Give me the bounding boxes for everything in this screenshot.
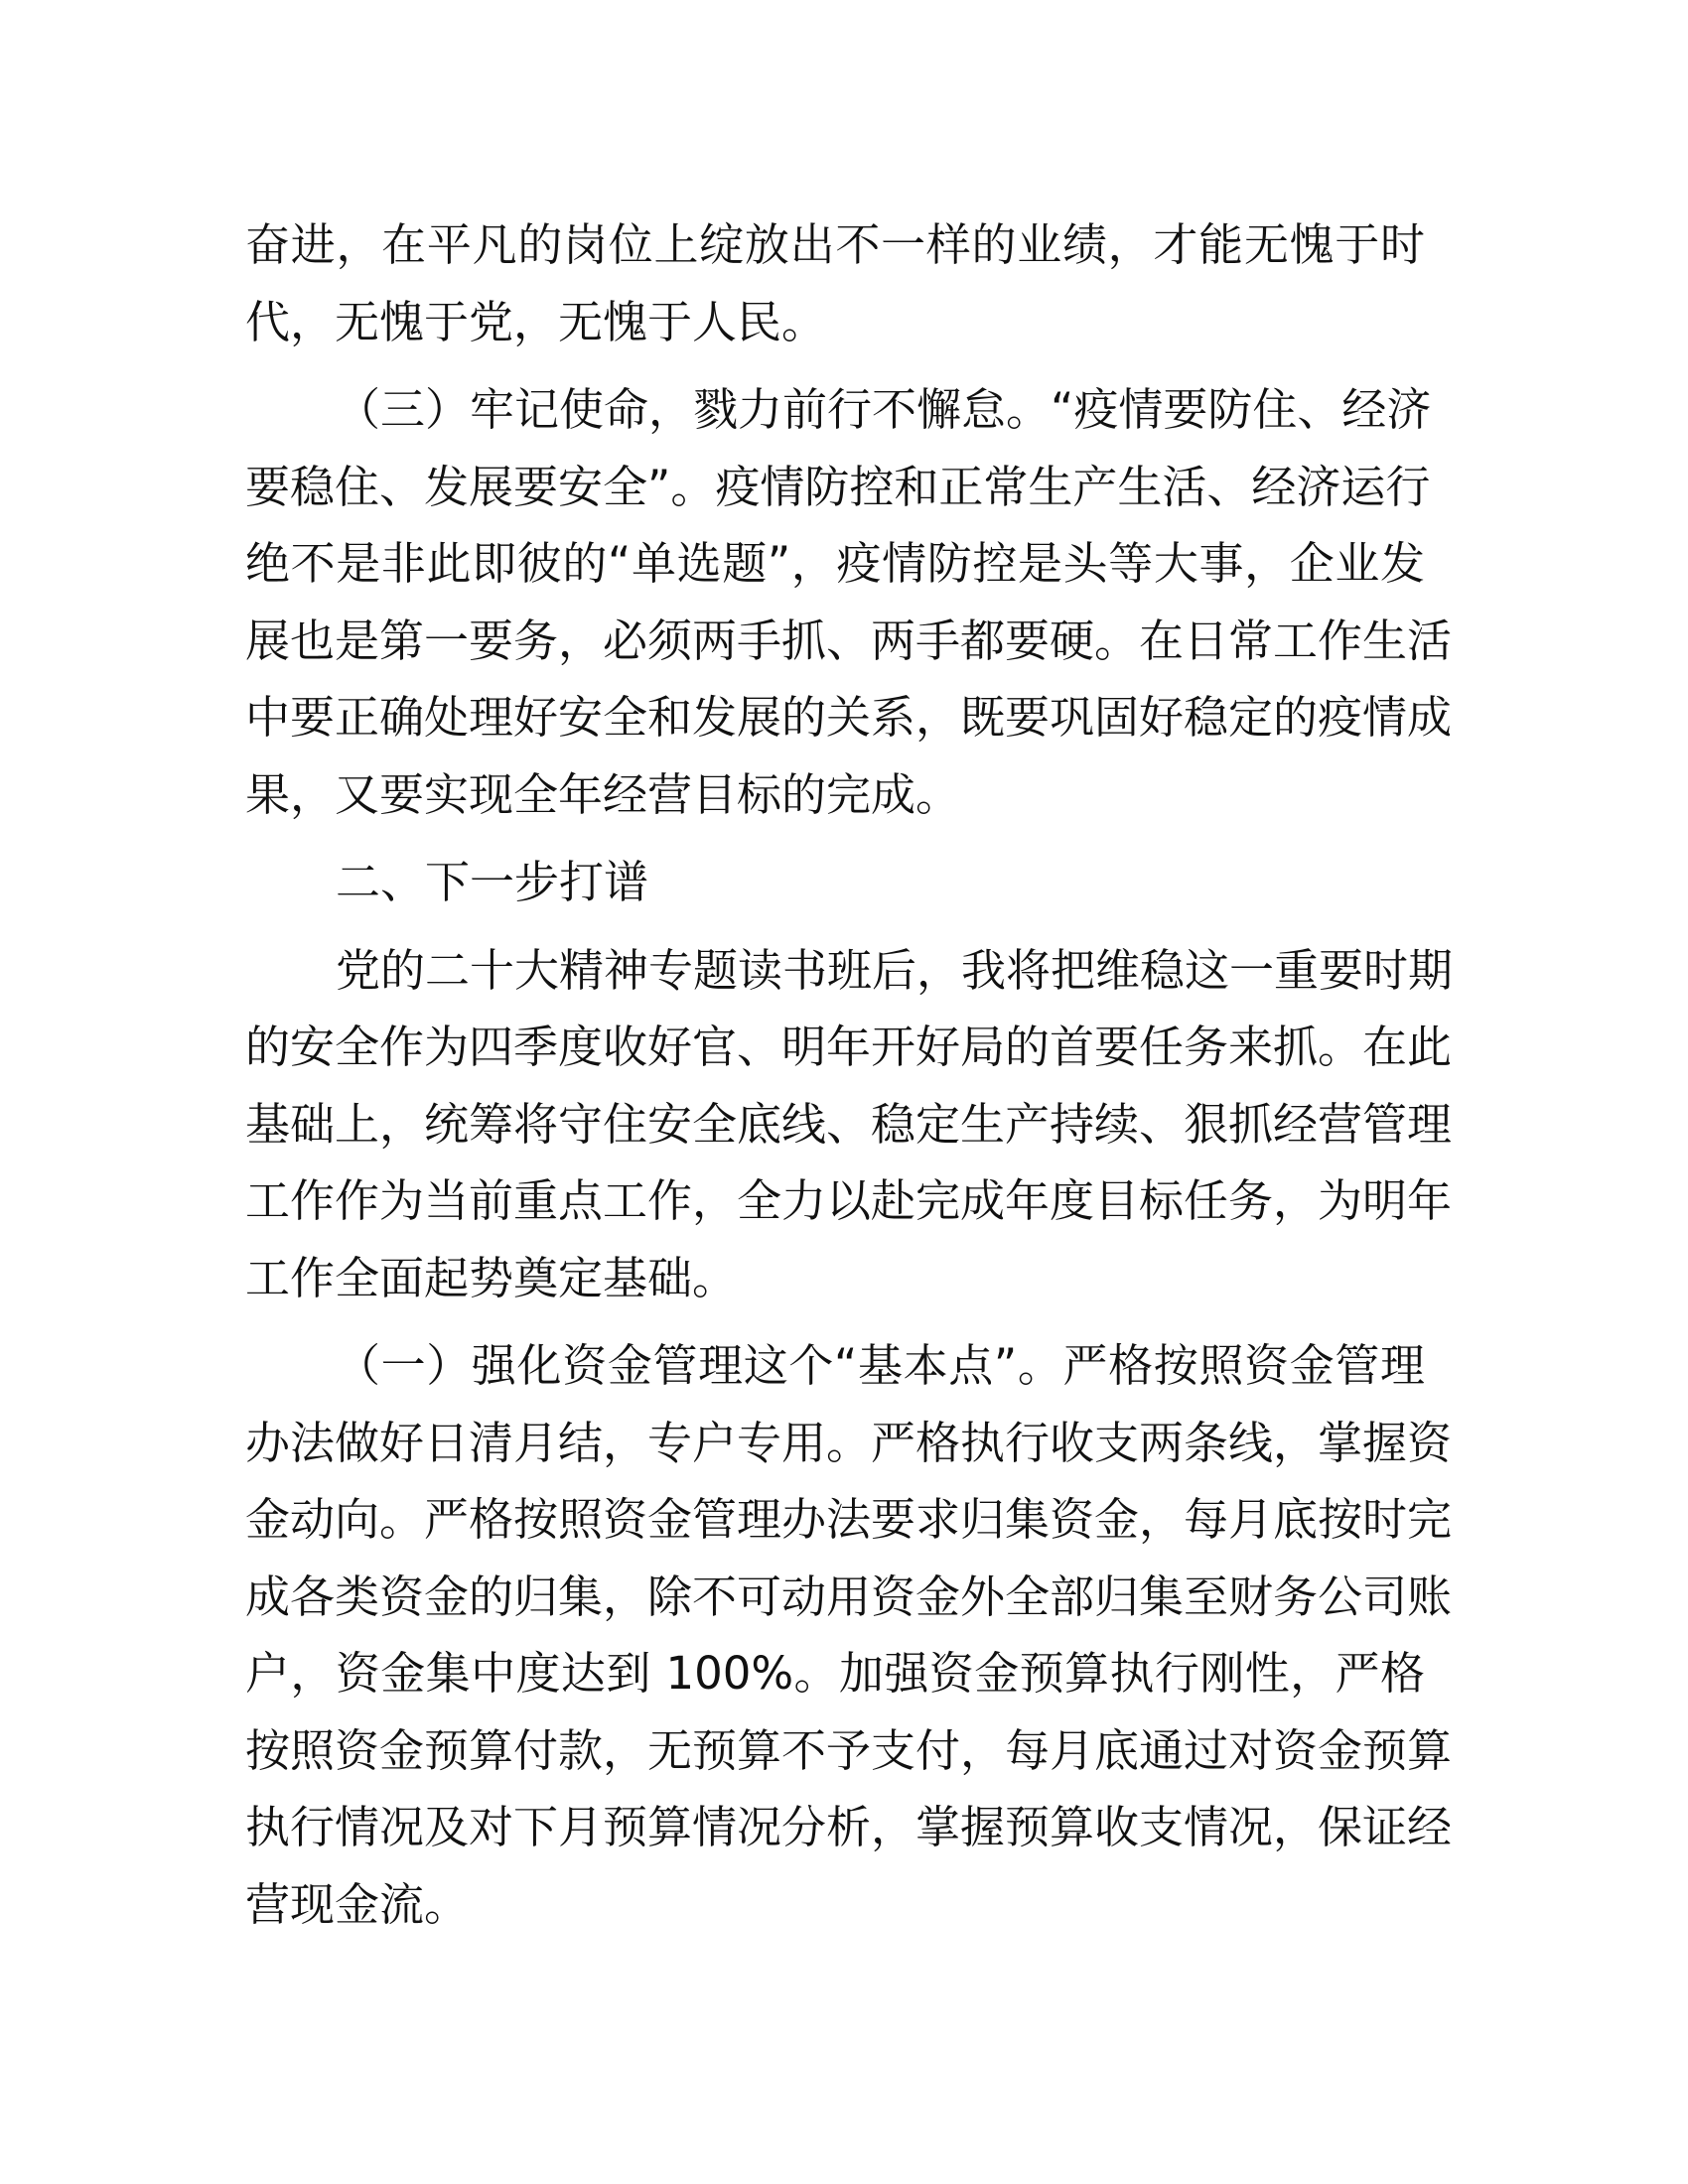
- text-line: 工作全面起势奠定基础。: [245, 1251, 738, 1304]
- text-line: 基础上，统筹将守住安全底线、稳定生产持续、狠抓经营管理: [245, 1097, 1453, 1151]
- text-line: （一）强化资金管理这个“基本点”。严格按照资金管理: [336, 1339, 1425, 1392]
- paragraph-section-3: [245, 371, 1453, 833]
- text-line: 中要正确处理好安全和发展的关系，既要巩固好稳定的疫情成: [245, 691, 1453, 744]
- text-line: 奋进，在平凡的岗位上绽放出不一样的业绩，才能无愧于时: [245, 218, 1425, 271]
- text-line: 成各类资金的归集，除不可动用资金外全部归集至财务公司账: [245, 1570, 1453, 1623]
- text-line: （三）牢记使命，戮力前行不懈怠。“疫情要防住、经济: [336, 383, 1432, 436]
- text-line: 果，又要实现全年经营目标的完成。: [245, 767, 961, 821]
- text-line: 执行情况及对下月预算情况分析，掌握预算收支情况，保证经: [245, 1801, 1453, 1853]
- text-line: 工作作为当前重点工作，全力以赴完成年度目标任务，为明年: [245, 1174, 1453, 1227]
- document-page: [245, 206, 1454, 1954]
- text-line: 营现金流。: [245, 1877, 470, 1931]
- text-line: 金动向。严格按照资金管理办法要求归集资金，每月底按时完: [245, 1493, 1453, 1546]
- text-line: 党的二十大精神专题读书班后，我将把维稳这一重要时期: [336, 943, 1454, 997]
- paragraph-fund-management: [245, 1327, 1453, 1943]
- section-heading: [245, 844, 1425, 921]
- paragraph-intro: [245, 932, 1454, 1317]
- text-line: 按照资金预算付款，无预算不予支付，每月底通过对资金预算: [245, 1723, 1453, 1777]
- text-line: 办法做好日清月结，专户专用。严格执行收支两条线，掌握资: [245, 1416, 1453, 1469]
- paragraph-continuation: [245, 206, 1425, 360]
- text-line: 户，资金集中度达到 100%。加强资金预算执行刚性，严格: [245, 1647, 1425, 1700]
- text-line: 要稳住、发展要安全”。疫情防控和正常生产生活、经济运行: [245, 460, 1431, 513]
- text-line: 展也是第一要务，必须两手抓、两手都要硬。在日常工作生活: [245, 614, 1453, 667]
- text-line: 代，无愧于党，无愧于人民。: [245, 295, 827, 348]
- text-line: 的安全作为四季度收好官、明年开好局的首要任务来抓。在此: [245, 1021, 1453, 1073]
- text-line: 绝不是非此即彼的“单选题”，疫情防控是头等大事，企业发: [245, 537, 1425, 590]
- heading-text: 二、下一步打谱: [336, 856, 649, 908]
